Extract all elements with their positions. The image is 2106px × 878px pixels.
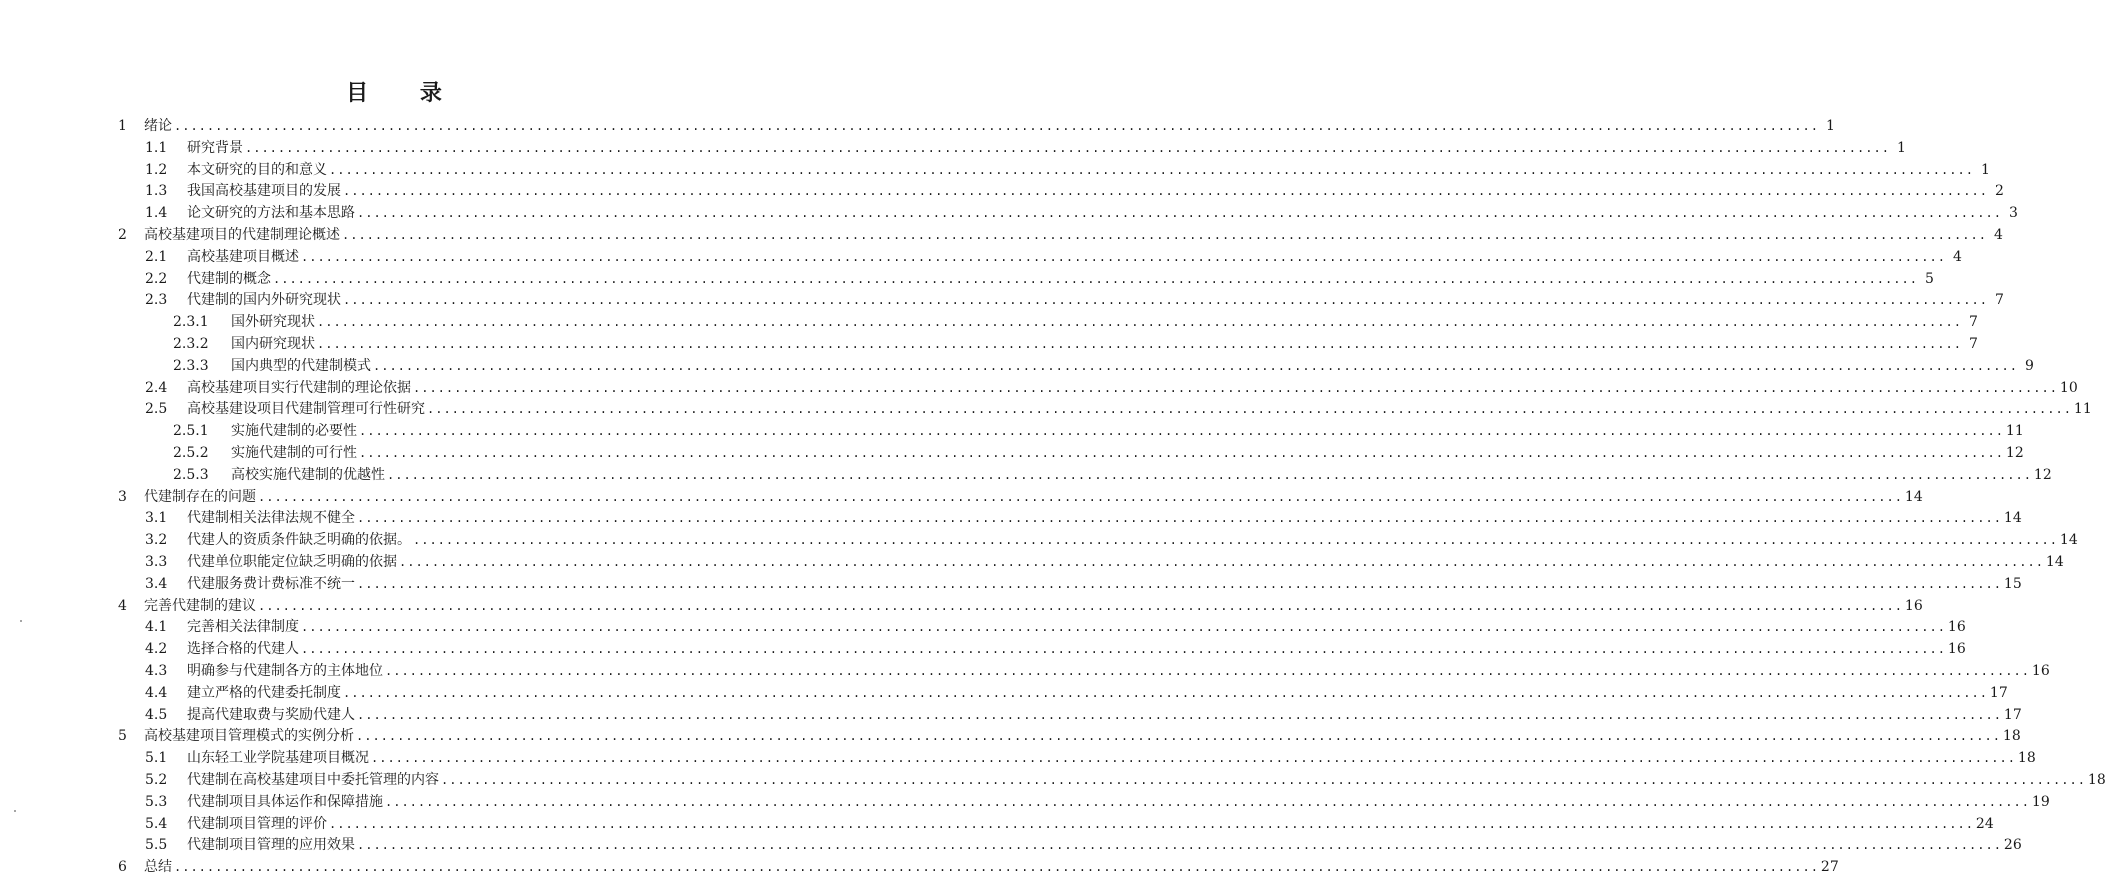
toc-entry-label: 代建制的概念 [187, 270, 271, 287]
scan-speck [20, 620, 22, 622]
dot-leader: ........................................................................................................................................................................................................ [371, 751, 2016, 766]
toc-entry-page: 14 [2003, 510, 2022, 527]
toc-entry[interactable] [145, 573, 2022, 595]
toc-entry-number: 2 [118, 227, 127, 243]
toc-entry-number: 5.1 [145, 750, 168, 767]
toc-entry-label: 高校基建设项目代建制管理可行性研究 [187, 401, 425, 418]
toc-entry-number: 2.5.3 [173, 466, 209, 483]
toc-entry-page: 7 [1969, 314, 1978, 331]
toc-entry-label: 山东轻工业学院基建项目概况 [187, 750, 369, 767]
toc-entry-page: 16 [1904, 597, 1923, 614]
toc-entry[interactable] [145, 137, 1906, 159]
toc-entry-number: 5.2 [145, 772, 168, 788]
dot-leader: ........................................................................................................................................................................................................ [357, 206, 2002, 221]
toc-entry-page: 11 [2005, 423, 2024, 440]
toc-entry-label: 完善代建制的建议 [144, 597, 256, 614]
toc-entry-number: 2.2 [145, 270, 168, 287]
toc-entry-label: 实施代建制的可行性 [231, 445, 357, 461]
toc-entry-number: 2.3.1 [173, 314, 209, 331]
toc-entry-page: 16 [2031, 663, 2050, 679]
dot-leader: ........................................................................................................................................................................................................ [174, 860, 1819, 875]
toc-entry-page: 5 [1925, 270, 1934, 287]
dot-leader: ........................................................................................................................................................................................................ [258, 598, 1903, 613]
toc-entry-page: 3 [2009, 205, 2018, 222]
toc-entry-page: 27 [1820, 859, 1839, 876]
dot-leader: ........................................................................................................................................................................................................ [359, 446, 2004, 460]
toc-entry[interactable] [145, 791, 2050, 813]
toc-entry-number: 4 [118, 597, 127, 614]
toc-entry-label: 高校基建项目管理模式的实例分析 [144, 728, 354, 745]
dot-leader: ........................................................................................................................................................................................................ [343, 184, 1988, 199]
toc-entry-label: 高校基建项目概述 [187, 248, 299, 265]
toc-entry[interactable] [145, 398, 2092, 420]
toc-entry[interactable] [118, 115, 1835, 137]
dot-leader: ........................................................................................................................................................................................................ [301, 642, 1946, 657]
toc-entry-label: 代建单位职能定位缺乏明确的依据 [187, 554, 397, 570]
toc-entry-label: 高校基建项目的代建制理论概述 [144, 227, 340, 243]
dot-leader: ........................................................................................................................................................................................................ [385, 794, 2030, 809]
toc-entry-number: 4.1 [145, 619, 168, 636]
toc-entry[interactable] [145, 246, 1962, 268]
toc-entry-number: 4.4 [145, 684, 168, 701]
toc-entry-number: 1 [118, 118, 127, 134]
toc-entry-number: 1.1 [145, 139, 168, 156]
toc-entry-label: 高校基建项目实行代建制的理论依据 [187, 379, 411, 396]
dot-leader: ........................................................................................................................................................................................................ [357, 576, 2002, 591]
dot-leader: ........................................................................................................................................................................................................ [357, 511, 2002, 526]
toc-entry-label: 国外研究现状 [231, 314, 315, 331]
toc-entry[interactable] [173, 355, 2034, 377]
dot-leader: ........................................................................................................................................................................................................ [317, 337, 1962, 351]
dot-leader: ........................................................................................................................................................................................................ [387, 467, 2032, 482]
dot-leader: ........................................................................................................................................................................................................ [359, 424, 2004, 439]
toc-entry-label: 代建制项目管理的评价 [187, 815, 327, 832]
toc-entry[interactable] [145, 747, 2036, 769]
toc-entry-label: 研究背景 [187, 139, 243, 156]
toc-entry[interactable] [118, 856, 1839, 878]
toc-entry[interactable] [145, 834, 2022, 856]
dot-leader: ........................................................................................................................................................................................................ [273, 271, 1918, 286]
toc-entry-number: 2.5 [145, 401, 168, 418]
toc-entry[interactable] [145, 507, 2022, 529]
dot-leader: ........................................................................................................................................................................................................ [245, 140, 1890, 155]
toc-entry[interactable] [145, 682, 2008, 704]
toc-entry[interactable] [118, 224, 2003, 246]
toc-entry-number: 5.5 [145, 837, 168, 854]
toc-entry[interactable] [118, 486, 1923, 508]
toc-entry[interactable] [145, 704, 2022, 726]
dot-leader: ........................................................................................................................................................................................................ [357, 707, 2002, 722]
toc-entry-page: 16 [1947, 641, 1966, 658]
dot-leader: ........................................................................................................................................................................................................ [413, 380, 2058, 395]
toc-entry-label: 国内研究现状 [231, 336, 315, 352]
toc-entry-page: 16 [1947, 619, 1966, 636]
toc-entry-label: 代建制相关法律法规不健全 [187, 510, 355, 527]
dot-leader: ........................................................................................................................................................................................................ [441, 773, 2086, 787]
toc-entry-page: 12 [2005, 445, 2024, 461]
toc-title: 目 录 [346, 80, 464, 106]
toc-entry-page: 2 [1995, 183, 2004, 200]
toc-entry[interactable] [145, 769, 2106, 791]
toc-entry-page: 9 [2025, 357, 2034, 374]
toc-entry-page: 7 [1969, 336, 1978, 352]
toc-entry-page: 11 [2073, 401, 2092, 418]
dot-leader: ........................................................................................................................................................................................................ [317, 315, 1962, 330]
toc-entry[interactable] [145, 180, 2004, 202]
toc-entry-page: 19 [2031, 793, 2050, 810]
toc-entry-number: 3 [118, 488, 127, 505]
toc-entry-number: 2.4 [145, 379, 168, 396]
toc-entry-page: 18 [2087, 772, 2106, 788]
toc-entry-page: 7 [1995, 292, 2004, 309]
toc-entry-number: 4.2 [145, 641, 168, 658]
toc-entry-page: 15 [2003, 575, 2022, 592]
dot-leader: ........................................................................................................................................................................................................ [329, 162, 1974, 177]
toc-entry-page: 14 [2045, 554, 2064, 570]
dot-leader: ........................................................................................................................................................................................................ [413, 533, 2058, 548]
toc-entry[interactable] [173, 442, 2024, 464]
toc-entry[interactable] [173, 333, 1978, 355]
dot-leader: ........................................................................................................................................................................................................ [343, 685, 1988, 700]
toc-entry-label: 实施代建制的必要性 [231, 423, 357, 440]
toc-entry-number: 2.5.2 [173, 445, 209, 461]
toc-entry-number: 2.1 [145, 248, 168, 265]
toc-entry-label: 建立严格的代建委托制度 [187, 684, 341, 701]
dot-leader: ........................................................................................................................................................................................................ [356, 729, 2001, 744]
dot-leader: ........................................................................................................................................................................................................ [427, 402, 2072, 417]
toc-entry-number: 6 [118, 859, 127, 876]
dot-leader: ........................................................................................................................................................................................................ [373, 358, 2018, 373]
toc-entry-label: 代建服务费计费标准不统一 [187, 575, 355, 592]
toc-entry-page: 14 [1904, 488, 1923, 505]
toc-entry[interactable] [173, 311, 1978, 333]
toc-entry-number: 3.1 [145, 510, 168, 527]
toc-entry[interactable] [145, 377, 2078, 399]
toc-entry-number: 3.2 [145, 532, 168, 549]
toc-entry-page: 24 [1975, 815, 1994, 832]
toc-entry-number: 5.4 [145, 815, 168, 832]
toc-entry-page: 17 [1989, 684, 2008, 701]
toc-entry-label: 选择合格的代建人 [187, 641, 299, 658]
toc-entry-label: 代建制项目管理的应用效果 [187, 837, 355, 854]
toc-entry[interactable] [118, 595, 1923, 617]
toc-entry-number: 2.3.3 [173, 357, 209, 374]
toc-entry-label: 明确参与代建制各方的主体地位 [187, 663, 383, 679]
toc-entry-label: 完善相关法律制度 [187, 619, 299, 636]
toc-entry-page: 1 [1897, 139, 1906, 156]
dot-leader: ........................................................................................................................................................................................................ [301, 620, 1946, 635]
toc-entry-label: 提高代建取费与奖励代建人 [187, 706, 355, 723]
toc-entry-number: 1.3 [145, 183, 168, 200]
dot-leader: ........................................................................................................................................................................................................ [301, 249, 1946, 264]
toc-entry-page: 4 [1953, 248, 1962, 265]
toc-entry[interactable] [145, 289, 2004, 311]
dot-leader: ........................................................................................................................................................................................................ [342, 228, 1987, 242]
toc-entry-label: 总结 [144, 859, 172, 876]
dot-leader: ........................................................................................................................................................................................................ [343, 293, 1988, 308]
dot-leader: ........................................................................................................................................................................................................ [399, 555, 2044, 569]
toc-entry-number: 4.3 [145, 663, 168, 679]
toc-entry[interactable] [173, 464, 2052, 486]
toc-entry[interactable] [145, 638, 1966, 660]
toc-entry-page: 1 [1981, 161, 1990, 178]
toc-entry-label: 国内典型的代建制模式 [231, 357, 371, 374]
toc-entry-number: 3.3 [145, 554, 168, 570]
toc-entry-label: 高校实施代建制的优越性 [231, 466, 385, 483]
dot-leader: ........................................................................................................................................................................................................ [174, 119, 1819, 133]
toc-entry-page: 12 [2033, 466, 2052, 483]
toc-entry-page: 4 [1994, 227, 2003, 243]
toc-entry-number: 2.3 [145, 292, 168, 309]
toc-entry-number: 2.3.2 [173, 336, 209, 352]
toc-entry-label: 代建制在高校基建项目中委托管理的内容 [187, 772, 439, 788]
toc-entry-number: 2.5.1 [173, 423, 209, 440]
dot-leader: ........................................................................................................................................................................................................ [329, 816, 1974, 831]
toc-entry-label: 代建制存在的问题 [144, 488, 256, 505]
toc-entry-number: 3.4 [145, 575, 168, 592]
dot-leader: ........................................................................................................................................................................................................ [385, 664, 2030, 678]
toc-entry-page: 10 [2059, 379, 2078, 396]
toc-entry-label: 绪论 [144, 118, 172, 134]
toc-entry[interactable] [145, 159, 1990, 181]
toc-entry-page: 18 [2017, 750, 2036, 767]
toc-entry-page: 1 [1826, 118, 1835, 134]
toc-entry[interactable] [145, 813, 1994, 835]
toc-entry[interactable] [145, 529, 2078, 551]
toc-entry-page: 14 [2059, 532, 2078, 549]
toc-entry[interactable] [145, 268, 1934, 290]
toc-entry[interactable] [145, 616, 1966, 638]
toc-entry-label: 代建人的资质条件缺乏明确的依据。 [187, 532, 411, 549]
toc-entry-label: 论文研究的方法和基本思路 [187, 205, 355, 222]
toc-entry-number: 5.3 [145, 793, 168, 810]
dot-leader: ........................................................................................................................................................................................................ [357, 838, 2002, 853]
toc-entry[interactable] [173, 420, 2024, 442]
toc-entry-page: 17 [2003, 706, 2022, 723]
toc-entry[interactable] [145, 202, 2018, 224]
toc-entry[interactable] [118, 725, 2021, 747]
toc-entry-number: 4.5 [145, 706, 168, 723]
toc-entry-number: 1.4 [145, 205, 168, 222]
scan-speck [14, 810, 16, 812]
toc-entry-number: 1.2 [145, 161, 168, 178]
toc-entry-label: 代建制项目具体运作和保障措施 [187, 793, 383, 810]
toc-entry[interactable] [145, 660, 2050, 682]
dot-leader: ........................................................................................................................................................................................................ [258, 489, 1903, 504]
toc-entry-label: 本文研究的目的和意义 [187, 161, 327, 178]
toc-entry-page: 26 [2003, 837, 2022, 854]
toc-entry-page: 18 [2002, 728, 2021, 745]
toc-entry[interactable] [145, 551, 2064, 573]
toc-entry-label: 代建制的国内外研究现状 [187, 292, 341, 309]
toc-entry-label: 我国高校基建项目的发展 [187, 183, 341, 200]
toc-entry-number: 5 [118, 728, 127, 745]
